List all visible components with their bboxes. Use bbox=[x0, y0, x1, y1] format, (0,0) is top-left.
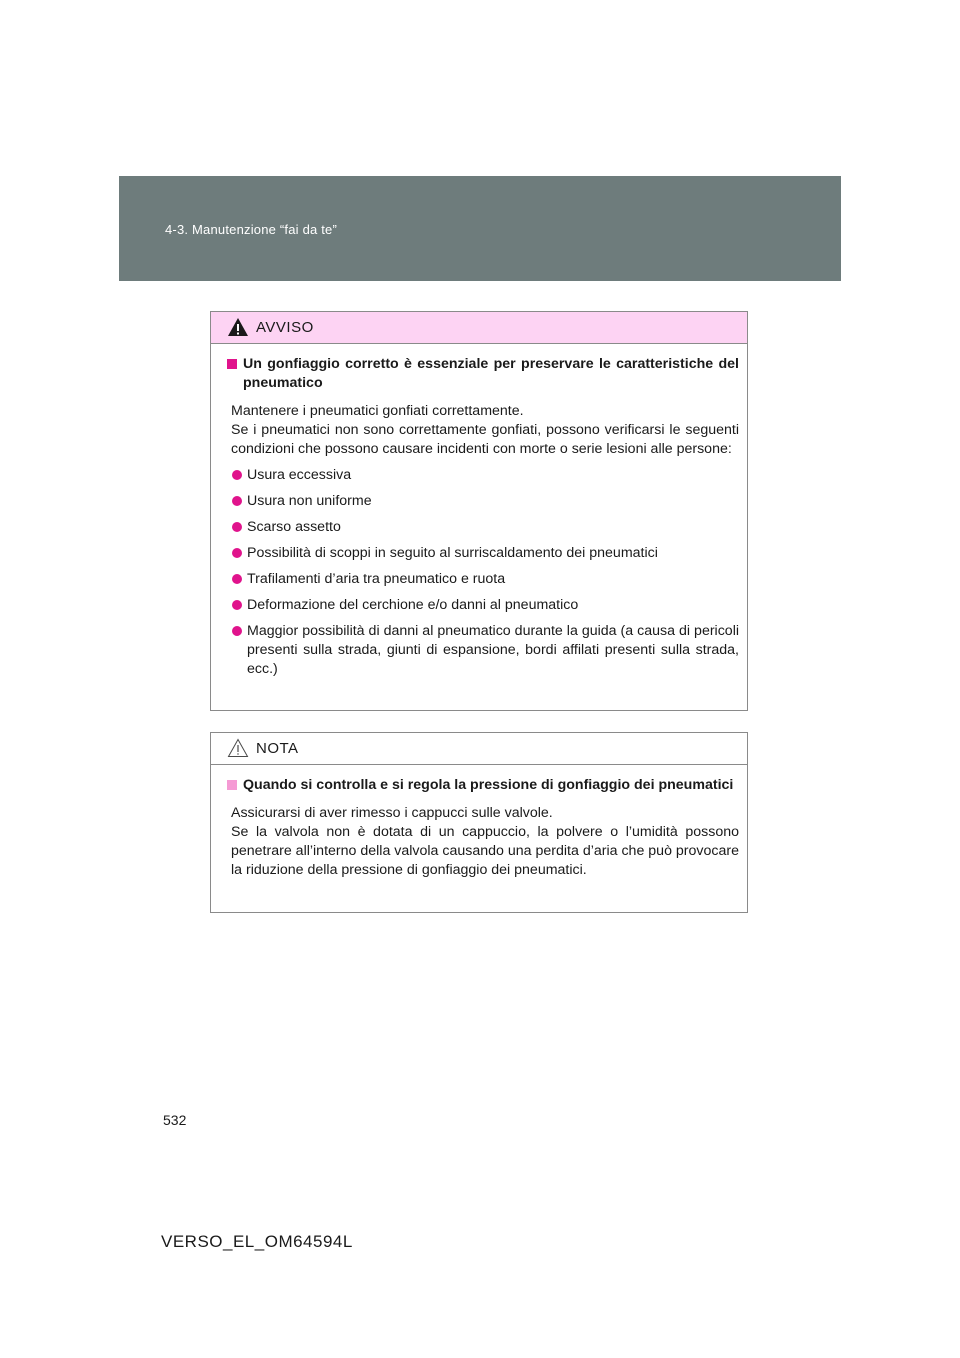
note-label: NOTA bbox=[256, 740, 299, 757]
list-item: Maggior possibilità di danni al pneumatico durante la guida (a causa di pericoli presenti sulla strada, giunti di espansione, bordi affilati presenti sulla strada, ecc.) bbox=[227, 622, 739, 679]
section-title: 4-3. Manutenzione “fai da te” bbox=[165, 222, 338, 237]
warning-title: Un gonfiaggio corretto è essenziale per preservare le caratteristiche del pneumatico bbox=[227, 355, 739, 393]
document-code: VERSO_EL_OM64594L bbox=[161, 1232, 353, 1251]
list-item: Usura eccessiva bbox=[227, 466, 739, 485]
bullet-icon bbox=[232, 470, 242, 480]
bullet-icon bbox=[232, 600, 242, 610]
list-item: Trafilamenti d’aria tra pneumatico e ruota bbox=[227, 570, 739, 589]
square-bullet-icon bbox=[227, 359, 237, 369]
warning-triangle-icon bbox=[227, 317, 249, 337]
warning-intro: Mantenere i pneumatici gonfiati correttamente. Se i pneumatici non sono correttamente gonfiati, possono verificarsi le seguenti condizioni che possono causare incidenti con morte o serie lesioni alle persone: bbox=[231, 403, 739, 457]
list-item: Usura non uniforme bbox=[227, 492, 739, 511]
square-bullet-icon bbox=[227, 780, 237, 790]
bullet-icon bbox=[232, 548, 242, 558]
note-text: Assicurarsi di aver rimesso i cappucci sulle valvole. Se la valvola non è dotata di un cappuccio, la polvere o l’umidità possono penetrare all’interno della valvola causando una perdita d’aria che può provocare la riduzione della pressione di gonfiaggio dei pneumatici. bbox=[231, 805, 739, 878]
page-number: 532 bbox=[163, 1112, 187, 1128]
list-item: Scarso assetto bbox=[227, 518, 739, 537]
note-title: Quando si controlla e si regola la pressione di gonfiaggio dei pneumatici bbox=[227, 776, 739, 795]
bullet-icon bbox=[232, 522, 242, 532]
bullet-icon bbox=[232, 496, 242, 506]
bullet-icon bbox=[232, 626, 242, 636]
warning-header bbox=[211, 312, 747, 344]
list-item: Deformazione del cerchione e/o danni al pneumatico bbox=[227, 596, 739, 615]
note-box bbox=[210, 732, 748, 913]
warning-label: AVVISO bbox=[256, 319, 314, 336]
caution-triangle-icon bbox=[227, 738, 249, 758]
list-item: Possibilità di scoppi in seguito al surriscaldamento dei pneumatici bbox=[227, 544, 739, 563]
note-header bbox=[211, 733, 747, 765]
warning-box bbox=[210, 311, 748, 711]
bullet-icon bbox=[232, 574, 242, 584]
